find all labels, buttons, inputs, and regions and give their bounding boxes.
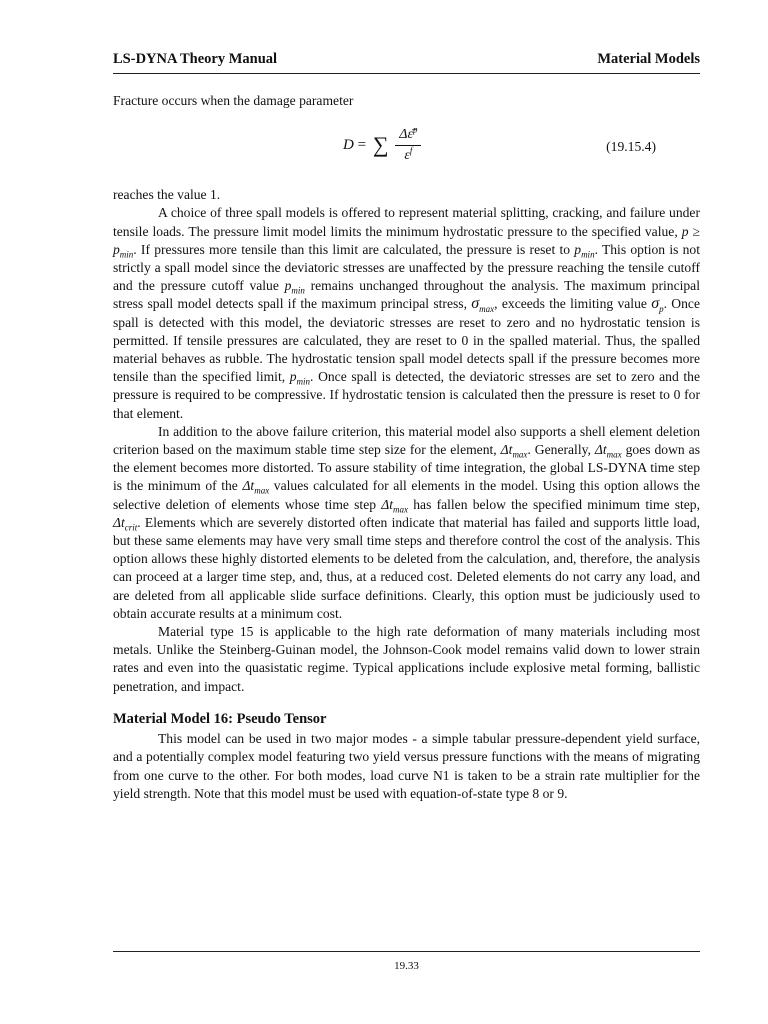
p2-math-4-base: Δt	[381, 496, 394, 512]
p1-math-5-base: σ	[651, 295, 660, 313]
p1-math-4-sub: max	[479, 304, 495, 315]
p2-text-1: In addition to the above failure criterion, this material model also supports a shell element deletion criterion based on the maximum stable time step size for the element,	[113, 423, 700, 458]
numerator-superscript: p	[412, 124, 418, 135]
p2-math-5-base: Δt	[113, 514, 125, 530]
p2-math-1-base: Δt	[500, 442, 513, 458]
p1-math-2-base: p	[574, 241, 582, 257]
p1-math-3-sub: min	[291, 285, 305, 296]
p1-math-1-base: p ≥ p	[113, 223, 700, 257]
p2-math-2	[594, 442, 622, 460]
p2-text-4: values calculated for all elements in the model. Using this option allows the selective deletion of elements whose time step	[113, 478, 700, 512]
header-manual-title: LS-DYNA Theory Manual	[113, 51, 278, 67]
intro-text: Fracture occurs when the damage parameter	[113, 93, 354, 108]
p1-math-6-base: p	[289, 369, 297, 385]
page-number: 19.33	[394, 960, 419, 972]
p2-math-5-sub: crit	[124, 522, 138, 533]
p1-math-1-sub: min	[119, 249, 134, 260]
equation-number: (19.15.4)	[606, 139, 656, 155]
reaches-text: reaches the value 1.	[113, 187, 221, 203]
p1-math-3	[284, 278, 305, 296]
p2-math-3	[242, 478, 270, 497]
p1-text-2: . If pressures more tensile than this limit are calculated, the pressure is reset to	[133, 241, 571, 257]
footer-divider	[113, 951, 700, 952]
section-heading: Material Model 16: Pseudo Tensor	[113, 710, 327, 727]
damage-equation	[113, 118, 700, 180]
denominator-superscript: f	[409, 145, 413, 156]
document-body	[113, 92, 700, 803]
p2-text-5: has fallen below the specified minimum time step,	[413, 496, 700, 512]
equation-fraction	[395, 126, 421, 165]
p2-math-4	[381, 496, 409, 515]
p2-text-2: . Generally,	[527, 442, 591, 458]
p1-math-3-base: p	[284, 278, 292, 294]
p1-math-6-sub: min	[296, 376, 311, 387]
summation-symbol: ∑	[372, 132, 389, 158]
p1-text-3: . This option is not strictly a spall model since the deviatoric stresses are unaffected by the pressure reaching the tensile cutoff and the pressure cutoff value	[113, 241, 700, 294]
p2-math-2-sub: max	[606, 449, 622, 460]
p2-math-2-base: Δt	[594, 442, 607, 458]
paragraph-spall-models	[113, 204, 700, 422]
equation-lhs: D	[343, 137, 354, 154]
section-paragraph: This model can be used in two major modes - a simple tabular pressure-dependent yield surface, and a potentially complex model featuring two yield versus pressure functions with the means of migrating from one curve to the other. For both modes, load curve N1 is taken to be a strain rate multiplier for the yield strength. Note that this model must be used with equation-of-state type 8 or 9.	[113, 731, 700, 801]
p2-math-1-sub: max	[512, 449, 528, 460]
paragraph-time-step-deletion	[113, 423, 700, 623]
page-header	[113, 51, 700, 74]
numerator-symbol: Δε̄	[399, 127, 413, 143]
equation-numerator	[395, 126, 421, 146]
equation-denominator	[395, 146, 421, 165]
p1-math-5	[651, 295, 664, 315]
header-chapter-title: Material Models	[597, 51, 700, 67]
p1-text-5: , exceeds the limiting value	[494, 296, 647, 312]
p1-text-1: A choice of three spall models is offered to represent material splitting, cracking, and failure under tensile loads. The pressure limit model limits the minimum hydrostatic pressure to the specified value,	[113, 205, 700, 239]
p2-math-3-sub: max	[254, 486, 270, 497]
p2-math-5	[113, 514, 138, 533]
p1-math-2	[574, 241, 595, 260]
p1-text-7: . Once spall is detected, the deviatoric stresses are set to zero and the pressure is required to be compressive. If hydrostatic tension is calculated then the pressure is reset to 0 for that element.	[113, 369, 700, 421]
document-page	[113, 0, 700, 1024]
p2-text-3: goes down as the element becomes more distorted. To assure stability of time integration, the global LS-DYNA time step is the minimum of the	[113, 442, 700, 494]
p2-math-4-sub: max	[393, 504, 409, 515]
p1-math-5-sub: p	[659, 304, 664, 315]
p1-math-4-base: σ	[471, 295, 480, 313]
p1-text-4: remains unchanged throughout the analysis. The maximum principal stress spall model detects spall if the maximum principal stress,	[113, 278, 700, 312]
paragraph-material-15: Material type 15 is applicable to the high rate deformation of many materials including most metals. Unlike the Steinberg-Guinan model, the Johnson-Cook model remains valid down to lower strain rates and even into the quasistatic regime. Typical applications include explosive metal forming, ballistic penetration, and impact.	[113, 624, 700, 694]
denominator-symbol: ε	[404, 148, 410, 164]
p1-math-4	[471, 295, 495, 315]
p2-math-3-base: Δt	[242, 478, 255, 494]
equation-formula	[343, 126, 421, 165]
p2-math-1	[500, 442, 528, 460]
p1-math-2-sub: min	[581, 249, 595, 260]
p1-text-6: . Once spall is detected with this model, the deviatoric stresses are reset to zero and no hydrostatic tension is permitted. If tensile pressures are calculated, they are reset to 0 in the spalled material. Thus, the spalled material behaves as rubble. The hydrostatic tension spall model detects spall if the pressure becomes more tensile than the specified limit,	[113, 296, 700, 385]
p2-text-6: . Elements which are severely distorted often indicate that material has failed and supports little load, but these same elements may have very small time steps and therefore control the cost of the analysis. This option allows these highly distorted elements to be deleted from the calculation, and, therefore, the analysis can proceed at a larger time step, and, thus, at a reduced cost. Deleted elements do not carry any load, and are deleted from all applicable slide surface definitions. Clearly, this option must be judiciously used to obtain accurate results at a minimum cost.	[113, 514, 700, 621]
equation-equals: =	[357, 137, 367, 154]
p1-math-6	[289, 369, 311, 387]
